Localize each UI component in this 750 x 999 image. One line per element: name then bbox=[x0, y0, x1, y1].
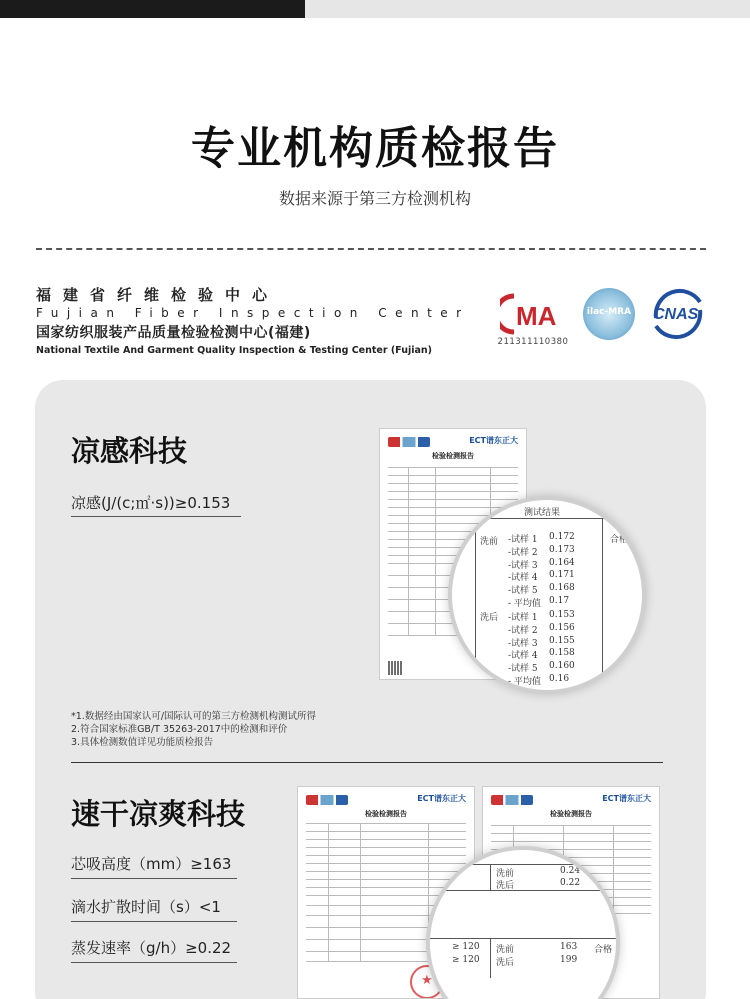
mag-row-value-before: 163 bbox=[560, 942, 578, 952]
cool-metric: 凉感(J/(c;㎡·s))≥0.153 bbox=[71, 494, 231, 512]
ilac-label: ilac-MRA bbox=[586, 307, 632, 317]
report-doc-title: 检验检测报告 bbox=[432, 452, 474, 460]
top-strip-dark bbox=[0, 0, 305, 18]
institution-full-name-cn: 国家纺织服装产品质量检验检测中心(福建) bbox=[36, 325, 311, 341]
metric-underline bbox=[71, 921, 237, 922]
top-image-strip bbox=[0, 0, 750, 18]
report-doc-title: 检验检测报告 bbox=[550, 810, 592, 818]
top-strip-grey bbox=[305, 0, 750, 18]
page-title: 专业机构质检报告 bbox=[191, 123, 559, 174]
cnas-text: CNAS bbox=[653, 306, 699, 323]
mag-sample-label: - 平均值 bbox=[508, 677, 541, 687]
cma-logo bbox=[500, 292, 564, 342]
metric-underline bbox=[71, 878, 237, 879]
mag-sample-value: 0.17 bbox=[549, 596, 570, 606]
mag-judge: 合格 bbox=[610, 535, 629, 545]
cma-number: 211311110380 bbox=[497, 337, 569, 347]
mag-sample-label: -试样 1 bbox=[508, 535, 538, 545]
mag-sample-value: 0.173 bbox=[549, 544, 575, 555]
metric-underline bbox=[71, 962, 237, 963]
mag-sample-value: 0.156 bbox=[549, 622, 575, 633]
mag-row-judge: 合格 bbox=[594, 945, 613, 955]
mag-sample-label: -试样 5 bbox=[508, 664, 538, 675]
section-divider bbox=[71, 762, 663, 763]
mag-sample-value: 0.160 bbox=[549, 661, 575, 672]
institution-full-name-en: National Textile And Garment Quality Inspection & Testing Center (Fujian) bbox=[36, 345, 432, 356]
mag-row-after-label: 洗后 bbox=[496, 881, 515, 891]
ect-logo: ECT谱东正大 bbox=[469, 436, 518, 445]
report-logos bbox=[388, 437, 430, 447]
mag-row-value-after: 199 bbox=[560, 955, 578, 965]
section-cool-title: 凉感科技 bbox=[71, 434, 188, 468]
mag-sample-label: -试样 2 bbox=[508, 625, 538, 636]
mag-sample-label: -试样 3 bbox=[508, 560, 538, 571]
report-logos bbox=[491, 795, 533, 805]
mag-sample-value: 0.16 bbox=[549, 674, 570, 684]
mag-sample-value: 0.164 bbox=[549, 557, 575, 568]
report-qr-code bbox=[388, 661, 402, 675]
mag-sample-label: - 平均值 bbox=[508, 599, 541, 609]
mag-sample-value: 0.171 bbox=[549, 570, 575, 581]
mag-sample-label: -试样 4 bbox=[508, 651, 538, 662]
mag-sample-label: -试样 2 bbox=[508, 547, 538, 558]
mag-sample-value: 0.172 bbox=[549, 532, 575, 542]
mag-row-label-before: 洗前 bbox=[496, 945, 515, 955]
cnas-logo bbox=[650, 288, 706, 340]
mag-sample-value: 0.168 bbox=[549, 583, 575, 594]
mag-row-label-after: 洗后 bbox=[496, 958, 515, 968]
cool-magnifier bbox=[452, 500, 642, 690]
dashed-divider bbox=[36, 248, 706, 250]
mag-row-before-label: 洗前 bbox=[496, 869, 515, 879]
quickdry-metric-evaporation: 蒸发速率（g/h）≥0.22 bbox=[71, 939, 232, 957]
note-line: 3.具体检测数值详见功能质检报告 bbox=[71, 737, 214, 748]
mag-sample-value: 0.155 bbox=[549, 635, 575, 646]
note-line: *1.数据经由国家认可/国际认可的第三方检测机构测试所得 bbox=[71, 711, 317, 722]
mag-sample-label: -试样 5 bbox=[508, 586, 538, 597]
ilac-mra-logo bbox=[583, 288, 635, 340]
mag-row-after-value: 0.22 bbox=[560, 878, 581, 888]
cool-metric-underline bbox=[71, 516, 241, 517]
ect-logo: ECT谱东正大 bbox=[417, 794, 466, 803]
mag-row-threshold-2: ≥ 120 bbox=[452, 955, 480, 965]
mag-sample-label: -试样 4 bbox=[508, 573, 538, 584]
quickdry-metric-wicking: 芯吸高度（mm）≥163 bbox=[71, 855, 232, 873]
institution-name-en: Fujian Fiber Inspection Center bbox=[36, 306, 470, 320]
cool-notes bbox=[71, 710, 316, 749]
section-quickdry-title: 速干凉爽科技 bbox=[71, 797, 246, 831]
ect-logo: ECT谱东正大 bbox=[602, 794, 651, 803]
report-doc-title: 检验检测报告 bbox=[365, 810, 407, 818]
institution-block bbox=[36, 284, 470, 356]
mag-sample-label: -试样 1 bbox=[508, 613, 538, 623]
mag-sample-value: 0.153 bbox=[549, 610, 575, 620]
quickdry-metric-diffusion: 滴水扩散时间（s）<1 bbox=[71, 898, 221, 916]
note-line: 2.符合国家标准GB/T 35263-2017中的检测和评价 bbox=[71, 724, 288, 735]
cma-text: MA bbox=[516, 301, 557, 331]
mag-group-before: 洗前 bbox=[480, 537, 499, 547]
mag-header: 测试结果 bbox=[524, 508, 561, 518]
mag-sample-label: -试样 3 bbox=[508, 638, 538, 649]
mag-group-after: 洗后 bbox=[480, 613, 499, 623]
page-subtitle: 数据来源于第三方检测机构 bbox=[278, 189, 471, 208]
institution-name-cn: 福建省纤维检验中心 bbox=[36, 286, 280, 304]
mag-row-threshold-1: ≥ 120 bbox=[452, 942, 480, 952]
mag-row-before-value: 0.24 bbox=[560, 866, 581, 876]
report-logos bbox=[306, 795, 348, 805]
mag-sample-value: 0.158 bbox=[549, 648, 575, 659]
